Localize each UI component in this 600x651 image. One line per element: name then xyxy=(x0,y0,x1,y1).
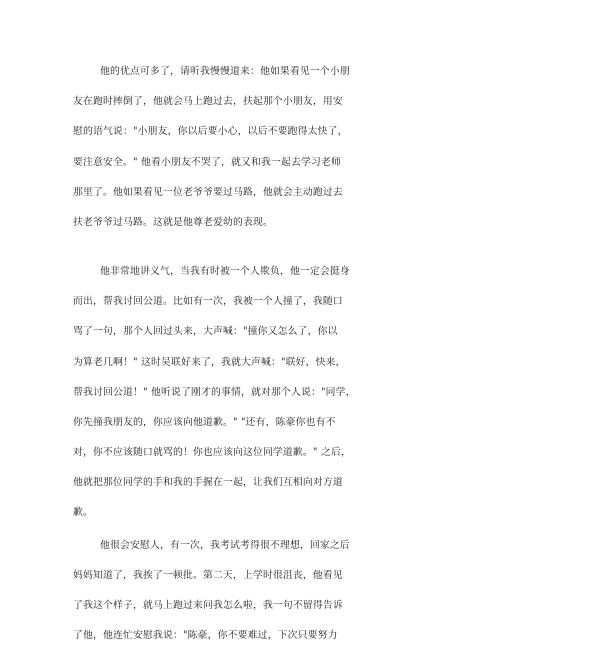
paragraph-3-line-2: 妈妈知道了，我挨了一顿批。第二天，上学时很沮丧，他看见 xyxy=(73,570,343,581)
paragraph-2-line-9: 歉。 xyxy=(73,507,93,518)
paragraph-3-line-1: 他很会安慰人，有一次，我考试考得很不理想，回家之后 xyxy=(100,540,350,551)
paragraph-3-line-4: 了他，他连忙安慰我说："陈豪，你不要难过，下次只要努力 xyxy=(73,630,338,641)
paragraph-2-line-8: 他就把那位同学的手和我的手握在一起，让我们互相向对方道 xyxy=(73,477,343,488)
paragraph-2-line-5: 帮我讨回公道！" 他听说了刚才的事情，就对那个人说："同学， xyxy=(73,387,356,398)
paragraph-2-line-4: 为算老几啊！" 这时吴联好来了，我就大声喊："联好，快来， xyxy=(73,357,346,368)
paragraph-1-line-3: 慰的语气说："小朋友，你以后要小心，以后不要跑得太快了， xyxy=(73,126,348,137)
paragraph-1-line-5: 那里了。他如果看见一位老爷爷要过马路，他就会主动跑过去 xyxy=(73,187,343,198)
paragraph-2-line-3: 骂了一句，那个人回过头来，大声喊："撞你又怎么了，你以 xyxy=(73,326,338,337)
paragraph-2-line-2: 而出，帮我讨回公道。比如有一次，我被一个人撞了，我随口 xyxy=(73,296,343,307)
paragraph-1-line-6: 扶老爷爷过马路。这就是他尊老爱幼的表现。 xyxy=(73,217,273,228)
paragraph-1-line-2: 友在跑时摔倒了，他就会马上跑过去，扶起那个小朋友，用安 xyxy=(73,96,343,107)
paragraph-1-line-1: 他的优点可多了，请听我慢慢道来：他如果看见一个小朋 xyxy=(100,66,350,77)
paragraph-2-line-7: 对，你不应该随口就骂的！你也应该向这位同学道歉。" 之后， xyxy=(73,447,351,458)
paragraph-2-line-1: 他非常地讲义气，当我有时被一个人欺负，他一定会挺身 xyxy=(100,266,350,277)
paragraph-1-line-4: 要注意安全。" 他看小朋友不哭了，就又和我一起去学习老师 xyxy=(73,157,341,168)
paragraph-2-line-6: 你先撞我朋友的，你应该向他道歉。" "还有，陈豪你也有不 xyxy=(73,417,336,428)
paragraph-3-line-3: 了我这个样子，就马上跑过来问我怎么啦，我一句不留得告诉 xyxy=(73,600,343,611)
